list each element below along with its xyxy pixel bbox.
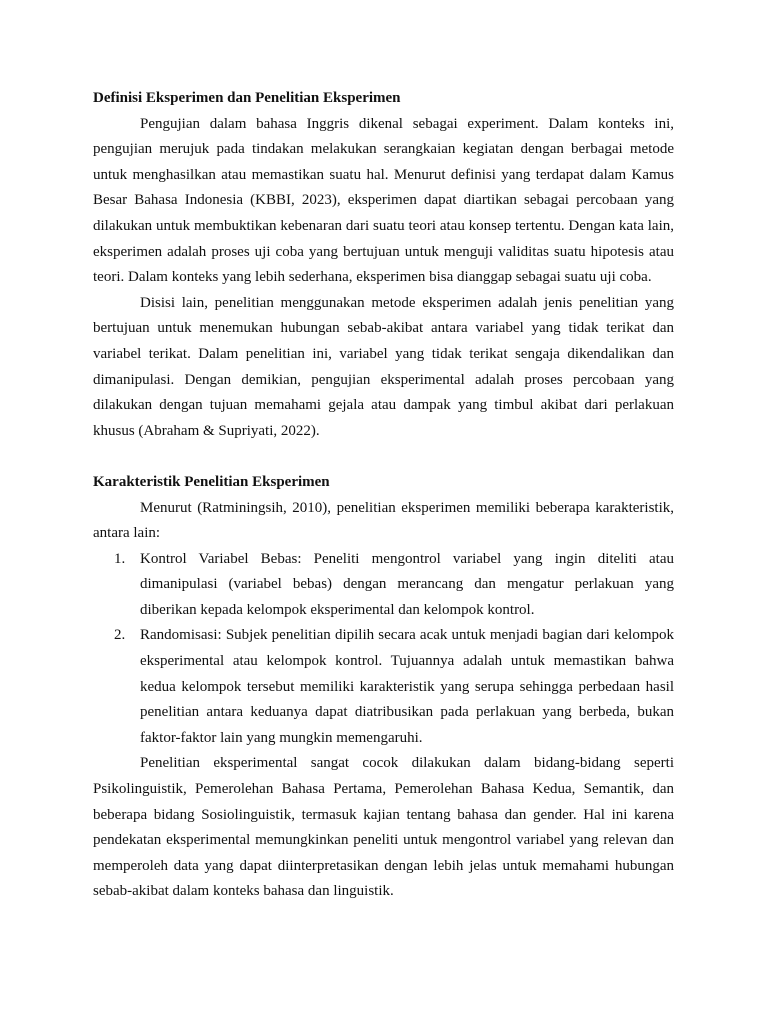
list-item-text: Randomisasi: Subjek penelitian dipilih secara acak untuk menjadi bagian dari kelompok eksperimental atau kelompok kontrol. Tujuannya adalah untuk memastikan bahwa kedua kelompok tersebut memiliki karakteristik yang serupa sehingga perbedaan hasil penelitian antara keduanya dapat diatribusikan pada perlakuan yang berbeda, bukan faktor-faktor lain yang mungkin memengaruhi. [140, 627, 674, 746]
list-item [93, 623, 674, 751]
section-spacer [93, 444, 674, 470]
list-item-number: 2. [114, 627, 126, 644]
section-heading-karakteristik: Karakteristik Penelitian Eksperimen [93, 473, 330, 490]
list-item-text: Kontrol Variabel Bebas: Peneliti mengontrol variabel yang ingin diteliti atau dimanipulasi (variabel bebas) dengan merancang dan mengatur perlakuan yang diberikan kepada kelompok eksperimental dan kelompok kontrol. [140, 550, 674, 618]
paragraph-definisi-1: Pengujian dalam bahasa Inggris dikenal sebagai experiment. Dalam konteks ini, pengujian merujuk pada tindakan melakukan serangkaian kegiatan dengan berbagai metode untuk menghasilkan atau memastikan suatu hal. Menurut definisi yang terdapat dalam Kamus Besar Bahasa Indonesia (KBBI, 2023), eksperimen dapat diartikan sebagai percobaan yang dilakukan untuk membuktikan kebenaran dari suatu teori atau konsep tertentu. Dengan kata lain, eksperimen adalah proses uji coba yang bertujuan untuk menguji validitas suatu hipotesis atau teori. Dalam konteks yang lebih sederhana, eksperimen bisa dianggap sebagai suatu uji coba. [93, 115, 674, 286]
list-item [93, 547, 674, 624]
section-heading-definisi: Definisi Eksperimen dan Penelitian Eksperimen [93, 90, 401, 106]
list-item-number: 1. [114, 550, 126, 567]
document-page [93, 86, 674, 905]
paragraph-karakteristik-closing: Penelitian eksperimental sangat cocok dilakukan dalam bidang-bidang seperti Psikolinguistik, Pemerolehan Bahasa Pertama, Pemerolehan Bahasa Kedua, Semantik, dan beberapa bidang Sosiolinguistik, termasuk kajian tentang bahasa dan gender. Hal ini karena pendekatan eksperimental memungkinkan peneliti untuk mengontrol variabel yang relevan dan memperoleh data yang dapat diinterpretasikan dengan lebih jelas untuk memahami hubungan sebab-akibat dalam konteks bahasa dan linguistik. [93, 755, 674, 900]
paragraph-karakteristik-intro: Menurut (Ratminingsih, 2010), penelitian eksperimen memiliki beberapa karakteristik, antara lain: [93, 499, 674, 542]
characteristics-list [93, 547, 674, 752]
paragraph-definisi-2: Disisi lain, penelitian menggunakan metode eksperimen adalah jenis penelitian yang bertujuan untuk menemukan hubungan sebab-akibat antara variabel yang tidak terikat dan variabel terikat. Dalam penelitian ini, variabel yang tidak terikat sengaja dikendalikan dan dimanipulasi. Dengan demikian, pengujian eksperimental adalah proses percobaan yang dilakukan dengan tujuan memahami gejala atau dampak yang timbul akibat dari perlakuan khusus (Abraham & Supriyati, 2022). [93, 294, 674, 439]
